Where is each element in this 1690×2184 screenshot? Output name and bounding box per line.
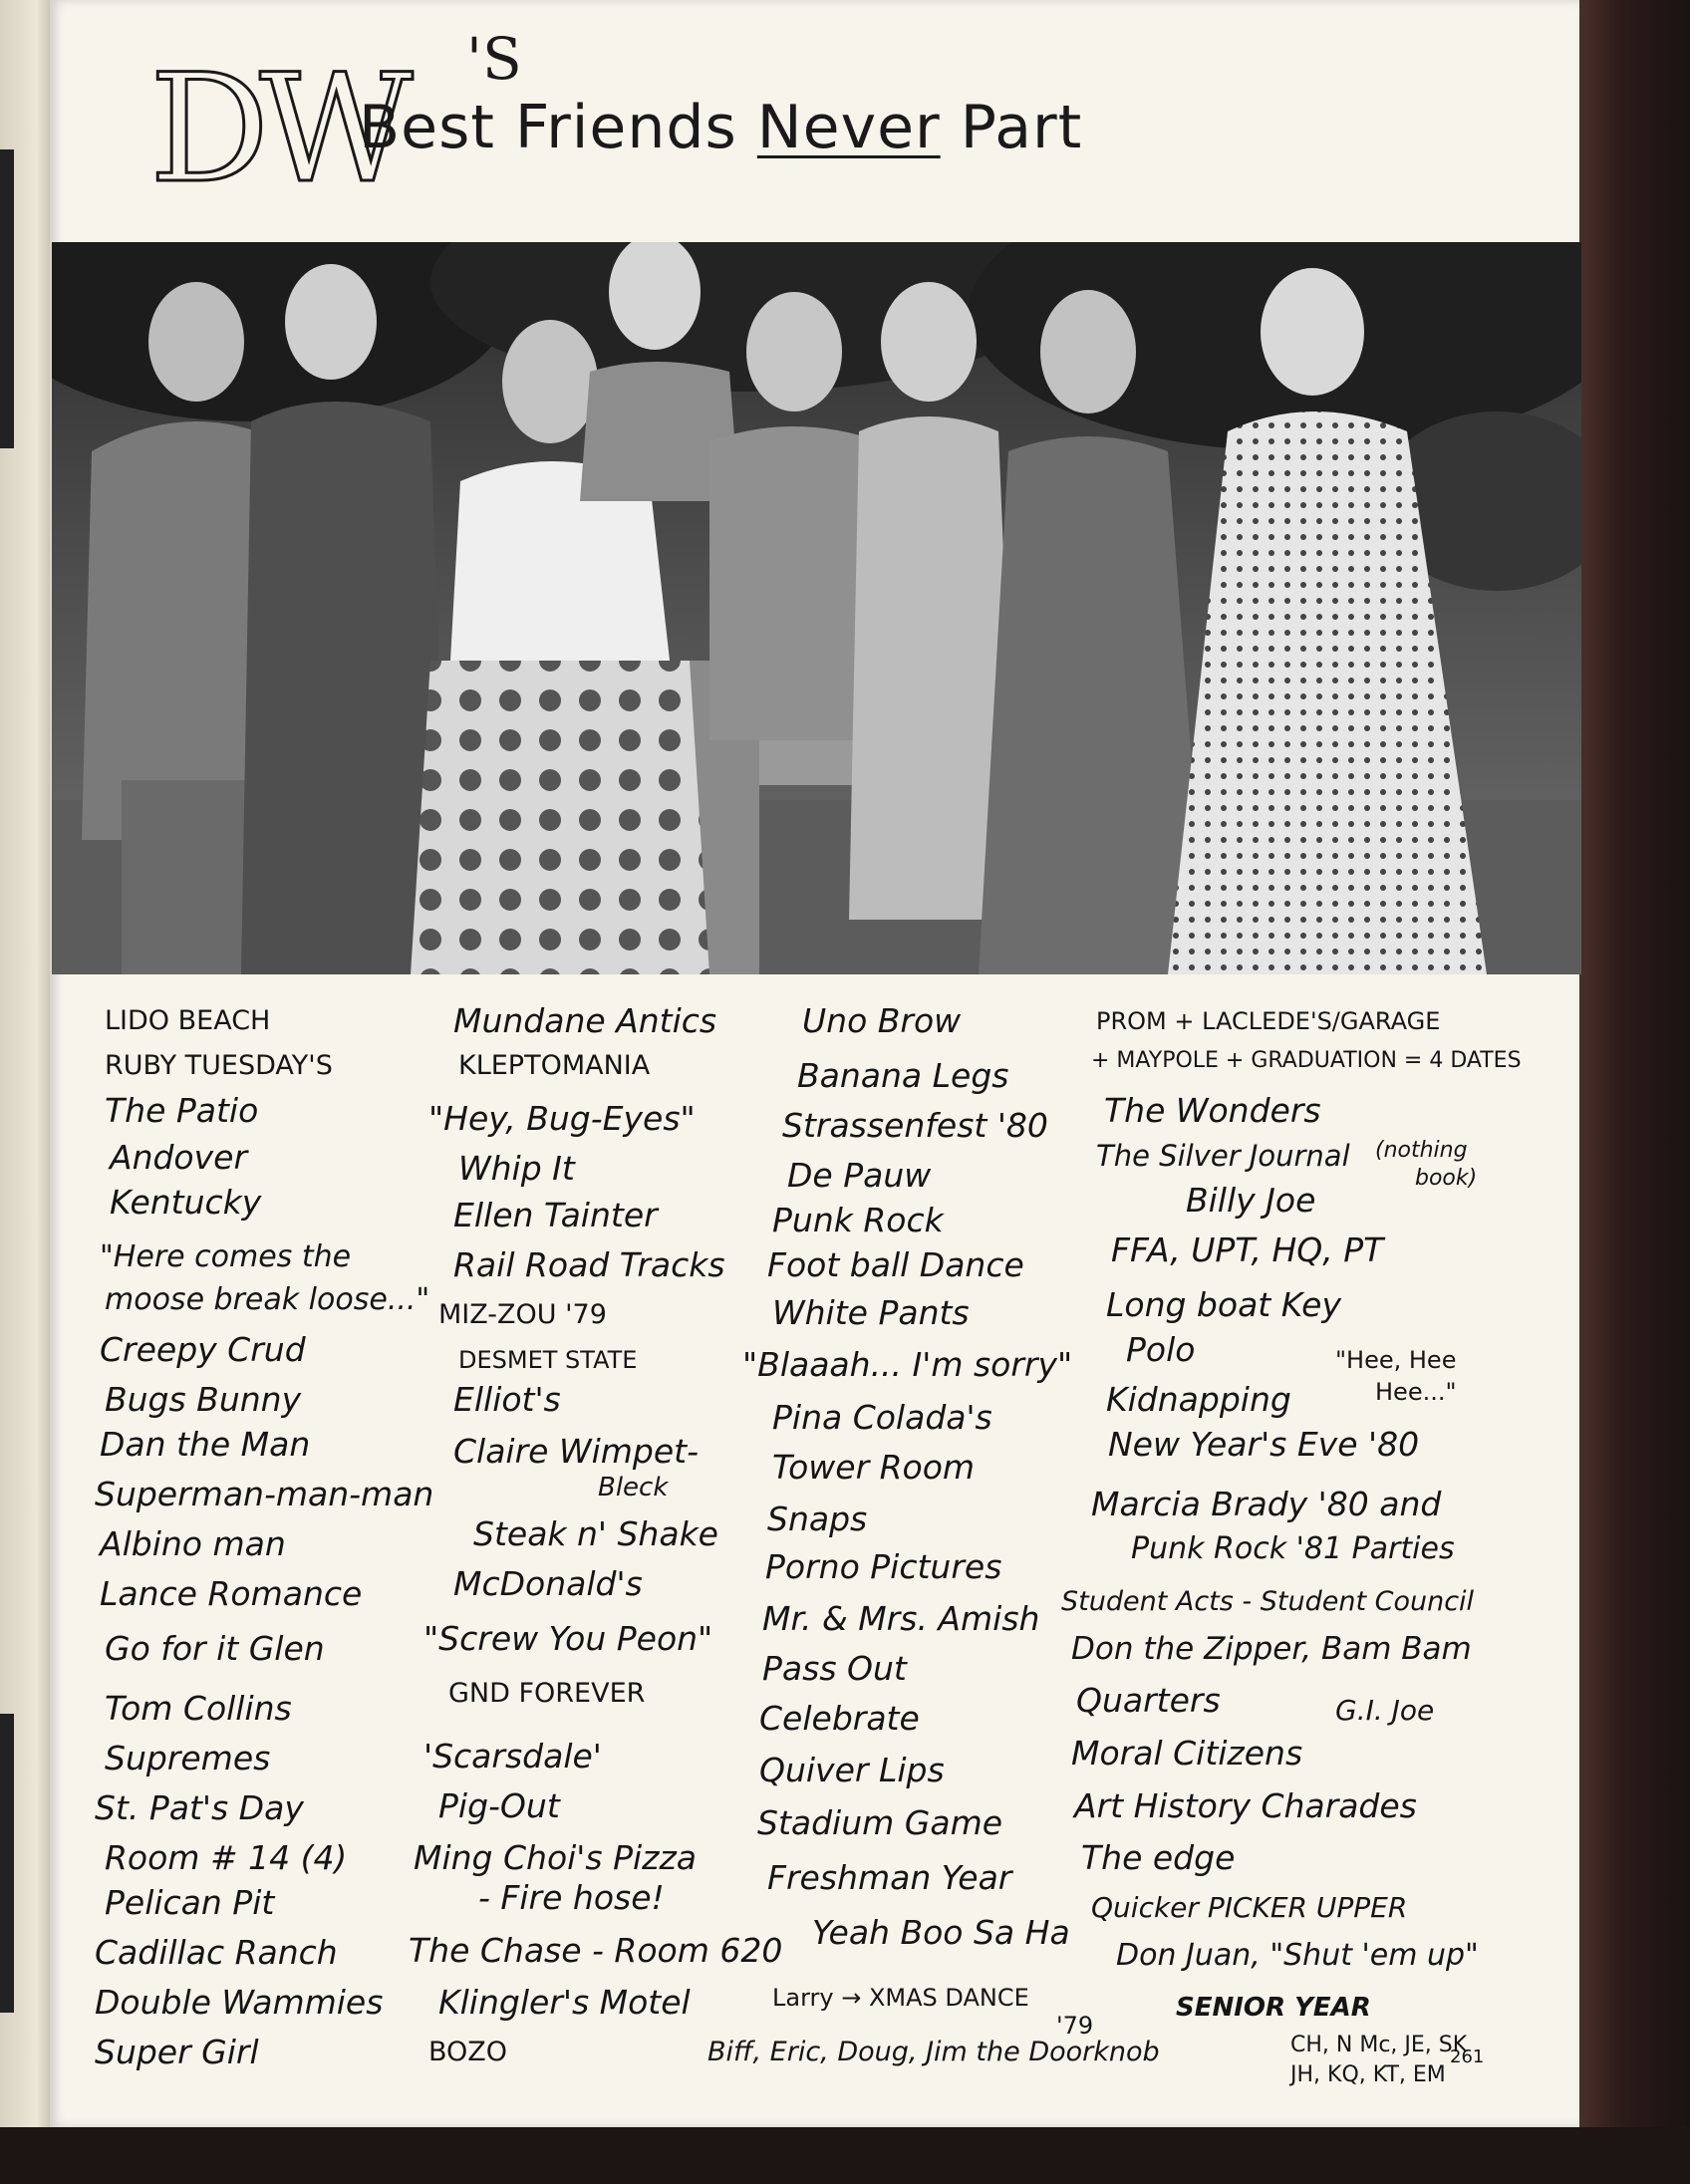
- list-item: Cadillac Ranch: [95, 1933, 338, 1972]
- list-item: Super Girl: [95, 2033, 259, 2071]
- list-item: Long boat Key: [1106, 1285, 1342, 1324]
- list-item: Strassenfest '80: [782, 1106, 1048, 1145]
- list-item: BOZO: [428, 2037, 508, 2067]
- list-item: MIZ-ZOU '79: [438, 1299, 607, 1330]
- list-item: Superman-man-man: [95, 1475, 434, 1513]
- list-item: Quicker PICKER UPPER: [1091, 1891, 1408, 1924]
- list-item: - Fire hose!: [478, 1878, 665, 1917]
- list-item: book): [1415, 1166, 1478, 1191]
- list-item: "Blaaah... I'm sorry": [742, 1345, 1073, 1384]
- list-item: Larry → XMAS DANCE: [772, 1984, 1029, 2012]
- left-page-photo-edge-lower: [0, 1714, 14, 2013]
- list-item: Elliot's: [453, 1380, 561, 1419]
- list-item: New Year's Eve '80: [1108, 1425, 1420, 1464]
- list-item: Ming Choi's Pizza: [414, 1838, 697, 1877]
- list-item: "Screw You Peon": [423, 1619, 713, 1658]
- list-item: The Wonders: [1104, 1091, 1321, 1130]
- list-item: Bleck: [598, 1473, 669, 1502]
- list-item: Art History Charades: [1074, 1786, 1417, 1825]
- list-item: DESMET STATE: [458, 1346, 638, 1374]
- list-item: Andover: [110, 1138, 248, 1177]
- initials-line-2: JH, KQ, KT, EM: [1290, 2062, 1446, 2087]
- list-item: Mundane Antics: [453, 1001, 717, 1040]
- left-page-photo-edge: [0, 149, 14, 448]
- list-item: Don Juan, "Shut 'em up": [1116, 1938, 1479, 1973]
- list-item: Kentucky: [110, 1183, 262, 1222]
- list-item: Dan the Man: [100, 1425, 311, 1464]
- list-item: Kidnapping: [1106, 1380, 1291, 1419]
- list-item: Lance Romance: [100, 1574, 363, 1613]
- page-number: 261: [1450, 2047, 1485, 2067]
- title-best-friends: Best Friends: [359, 93, 737, 162]
- list-item: Uno Brow: [802, 1001, 962, 1040]
- list-item: '79: [1056, 2012, 1094, 2040]
- list-item: "Hey, Bug-Eyes": [428, 1099, 696, 1138]
- list-item: The Silver Journal: [1096, 1139, 1350, 1173]
- list-item: FFA, UPT, HQ, PT: [1111, 1230, 1384, 1269]
- list-item: Punk Rock '81 Parties: [1131, 1531, 1455, 1566]
- list-item: Banana Legs: [797, 1056, 1009, 1095]
- initials-line-1: CH, N Mc, JE, SK: [1290, 2033, 1468, 2057]
- list-item: (nothing: [1375, 1138, 1468, 1163]
- list-item: Pig-Out: [438, 1786, 560, 1825]
- list-item: Tower Room: [772, 1448, 976, 1487]
- list-item: Foot ball Dance: [767, 1245, 1024, 1284]
- list-item: Celebrate: [759, 1699, 920, 1738]
- book-cover-edge: [1579, 0, 1690, 2184]
- title-apostrophe: 'S: [466, 25, 522, 93]
- list-item: McDonald's: [453, 1564, 643, 1603]
- list-item: White Pants: [772, 1293, 970, 1332]
- list-item: G.I. Joe: [1335, 1694, 1435, 1727]
- list-item: LIDO BEACH: [105, 1005, 271, 1036]
- title-text: [359, 93, 1082, 162]
- group-photo: [52, 242, 1581, 974]
- list-item: The Patio: [105, 1091, 259, 1130]
- list-item: Whip It: [458, 1149, 575, 1188]
- list-item: The Chase - Room 620: [409, 1931, 783, 1970]
- list-item: Pelican Pit: [105, 1883, 275, 1922]
- title-never: Never: [756, 93, 941, 162]
- list-item: Punk Rock: [772, 1201, 944, 1239]
- list-item: Freshman Year: [767, 1858, 1012, 1897]
- list-item: Room # 14 (4): [105, 1838, 348, 1877]
- list-item: Double Wammies: [95, 1983, 384, 2022]
- list-item: PROM + LACLEDE'S/GARAGE: [1096, 1007, 1441, 1035]
- list-item: Pina Colada's: [772, 1398, 992, 1437]
- list-item: "Hee, Hee: [1335, 1346, 1457, 1374]
- list-item: Quiver Lips: [759, 1751, 945, 1789]
- list-item: De Pauw: [787, 1156, 932, 1195]
- senior-year-label: SENIOR YEAR: [1176, 1993, 1371, 2023]
- list-item: Billy Joe: [1186, 1181, 1316, 1220]
- list-item: Biff, Eric, Doug, Jim the Doorknob: [707, 2037, 1160, 2067]
- list-item: Rail Road Tracks: [453, 1245, 725, 1284]
- page-title: [149, 25, 1395, 224]
- list-item: Go for it Glen: [105, 1629, 325, 1668]
- list-item: Claire Wimpet-: [453, 1432, 700, 1471]
- list-item: Quarters: [1076, 1681, 1221, 1720]
- list-item: moose break loose...": [105, 1282, 430, 1317]
- list-item: Creepy Crud: [100, 1330, 306, 1369]
- list-item: Mr. & Mrs. Amish: [762, 1599, 1040, 1638]
- list-item: Ellen Tainter: [453, 1196, 658, 1234]
- list-item: St. Pat's Day: [95, 1788, 304, 1827]
- book-cover-bottom: [0, 2127, 1690, 2184]
- title-dw: DW: [149, 43, 404, 216]
- list-item: Hee...": [1375, 1378, 1457, 1406]
- list-item: Steak n' Shake: [473, 1514, 718, 1553]
- list-item: Student Acts - Student Council: [1061, 1586, 1475, 1617]
- list-item: Supremes: [105, 1739, 271, 1777]
- list-item: Klingler's Motel: [438, 1983, 691, 2022]
- group-photo-seven-women-icon: [52, 242, 1581, 974]
- list-item: Pass Out: [762, 1649, 907, 1688]
- list-item: Polo: [1126, 1330, 1196, 1369]
- list-item: Albino man: [100, 1524, 286, 1563]
- list-item: Bugs Bunny: [105, 1380, 302, 1419]
- list-item: Marcia Brady '80 and: [1091, 1485, 1442, 1523]
- list-item: Tom Collins: [105, 1689, 292, 1728]
- list-item: + MAYPOLE + GRADUATION = 4 DATES: [1091, 1048, 1522, 1073]
- list-item: Snaps: [767, 1500, 868, 1538]
- list-item: Don the Zipper, Bam Bam: [1071, 1631, 1472, 1667]
- list-item: Moral Citizens: [1071, 1734, 1303, 1773]
- list-item: "Here comes the: [100, 1239, 352, 1274]
- list-item: 'Scarsdale': [423, 1737, 602, 1775]
- list-item: Stadium Game: [757, 1803, 1003, 1842]
- title-part: Part: [960, 93, 1083, 162]
- list-item: The edge: [1081, 1838, 1236, 1877]
- list-item: KLEPTOMANIA: [458, 1050, 651, 1081]
- list-item: Porno Pictures: [765, 1547, 1002, 1586]
- list-item: RUBY TUESDAY'S: [105, 1050, 333, 1081]
- list-item: Yeah Boo Sa Ha: [812, 1913, 1070, 1952]
- list-item: GND FOREVER: [448, 1678, 646, 1709]
